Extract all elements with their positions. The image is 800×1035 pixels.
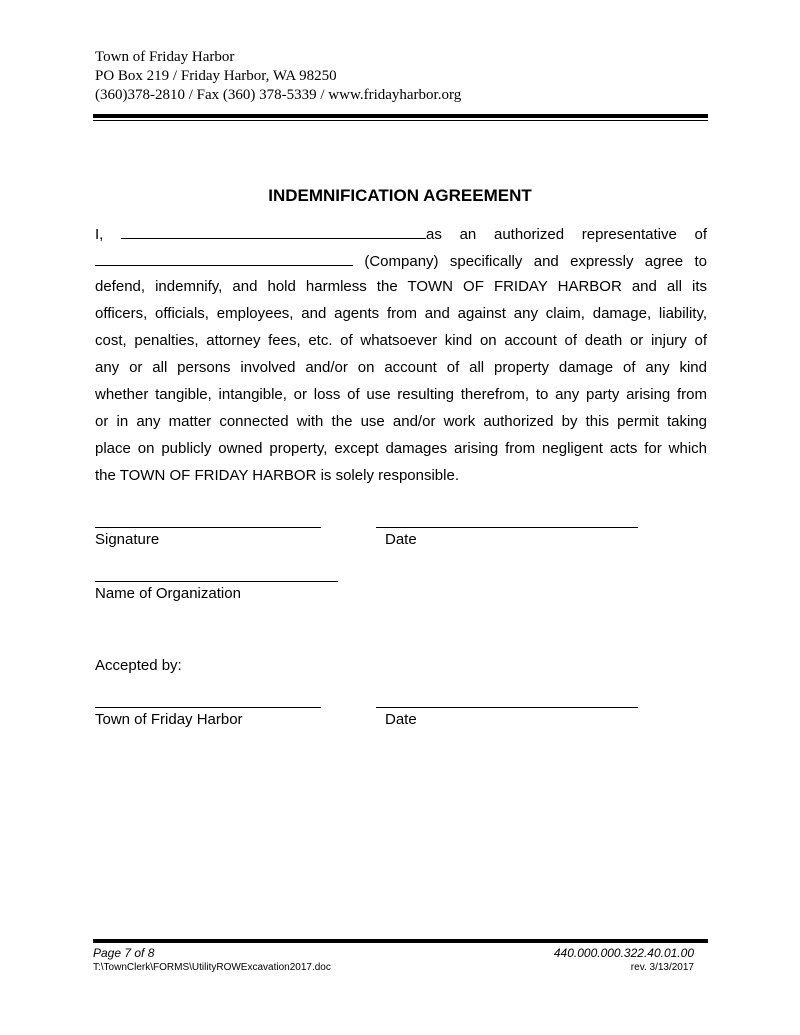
town-date-line[interactable] bbox=[376, 707, 638, 708]
letterhead-contact: (360)378-2810 / Fax (360) 378-5339 / www.fridayharbor.org bbox=[95, 87, 462, 103]
body-line-2 bbox=[95, 251, 707, 270]
accepted-by-label: Accepted by: bbox=[95, 657, 182, 674]
footer-rule bbox=[93, 939, 708, 943]
header-rule-thin bbox=[93, 120, 708, 121]
town-signature-line[interactable] bbox=[95, 707, 321, 708]
intro-word: of bbox=[694, 226, 708, 243]
body-line: any or all persons involved and/or on account of all property damage of any kind bbox=[95, 359, 707, 376]
document-title: INDEMNIFICATION AGREEMENT bbox=[268, 186, 532, 205]
representative-name-blank bbox=[121, 224, 426, 239]
letterhead-address: PO Box 219 / Friday Harbor, WA 98250 bbox=[95, 68, 337, 84]
signature-line[interactable] bbox=[95, 527, 321, 528]
body-line-1 bbox=[95, 224, 707, 243]
organization-label: Name of Organization bbox=[95, 585, 241, 602]
signature-label: Signature bbox=[95, 531, 160, 548]
organization-line[interactable] bbox=[95, 581, 338, 582]
town-label: Town of Friday Harbor bbox=[95, 711, 243, 728]
body-line: cost, penalties, attorney fees, etc. of whatsoever kind on account of death or injury of bbox=[95, 332, 707, 349]
intro-prefix: I, bbox=[95, 226, 104, 243]
intro-word: as bbox=[426, 226, 442, 243]
body-line: defend, indemnify, and hold harmless the TOWN OF FRIDAY HARBOR and all its bbox=[95, 278, 707, 295]
body-line: place on publicly owned property, except damages arising from negligent acts for which bbox=[95, 440, 707, 457]
document-code: 440.000.000.322.40.01.00 bbox=[553, 946, 694, 960]
town-date-label: Date bbox=[385, 711, 417, 728]
body-line-last: the TOWN OF FRIDAY HARBOR is solely responsible. bbox=[95, 467, 459, 484]
body-line: officers, officials, employees, and agents from and against any claim, damage, liability, bbox=[95, 305, 707, 322]
company-text: (Company) specifically and expressly agree to bbox=[364, 253, 707, 270]
date-line[interactable] bbox=[376, 527, 638, 528]
file-path: T:\TownClerk\FORMS\UtilityROWExcavation2017.doc bbox=[93, 962, 331, 973]
company-name-blank bbox=[95, 251, 353, 266]
body-line: or in any matter connected with the use and/or work authorized by this permit taking bbox=[95, 413, 707, 430]
letterhead-name: Town of Friday Harbor bbox=[95, 49, 235, 65]
intro-word: representative bbox=[581, 226, 677, 243]
intro-word: an bbox=[459, 226, 477, 243]
intro-word: authorized bbox=[493, 226, 565, 243]
revision-date: rev. 3/13/2017 bbox=[630, 962, 694, 973]
date-label: Date bbox=[385, 531, 417, 548]
header-rule-thick bbox=[93, 114, 708, 118]
page-number: Page 7 of 8 bbox=[93, 946, 155, 960]
body-line: whether tangible, intangible, or loss of use resulting therefrom, to any party arising from bbox=[95, 386, 707, 403]
